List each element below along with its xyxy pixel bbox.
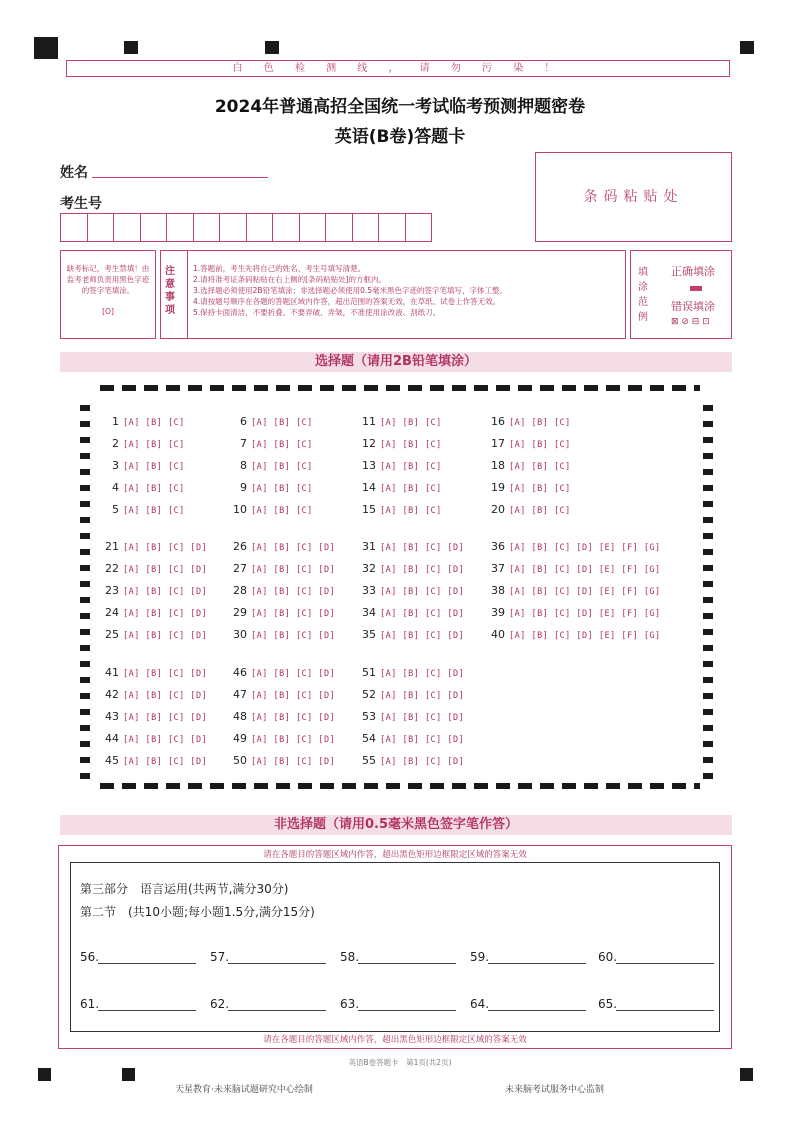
question-number: 12 <box>362 437 376 450</box>
question-number: 32 <box>362 562 376 575</box>
choice-question-row[interactable] <box>362 460 446 473</box>
question-number: 8 <box>240 459 247 472</box>
choice-question-row[interactable] <box>105 563 211 576</box>
choice-question-row[interactable] <box>362 541 468 554</box>
answer-blank-line[interactable] <box>358 963 456 964</box>
absent-mark-box <box>60 250 156 339</box>
question-number: 52 <box>362 688 376 701</box>
answer-bubbles[interactable]: [A] [B] [C] [D] <box>251 609 336 619</box>
blank-number: 60. <box>598 950 618 964</box>
id-digit-box[interactable] <box>378 213 406 242</box>
white-detection-line: 白 色 检 测 线 ， 请 勿 污 染 ！ <box>66 60 730 77</box>
choice-question-row[interactable] <box>362 667 468 680</box>
question-number: 37 <box>491 562 505 575</box>
choice-question-row[interactable] <box>362 438 446 451</box>
question-number: 53 <box>362 710 376 723</box>
answer-bubbles[interactable]: [A] [B] [C] <box>123 440 185 450</box>
answer-blank-line[interactable] <box>616 1010 714 1011</box>
answer-bubbles[interactable]: [A] [B] [C] [D] <box>380 543 465 553</box>
question-number: 46 <box>233 666 247 679</box>
choice-question-row[interactable] <box>105 585 211 598</box>
question-number: 16 <box>491 415 505 428</box>
choice-question-row[interactable] <box>105 689 211 702</box>
id-digit-box[interactable] <box>60 213 88 242</box>
answer-blank-line[interactable] <box>228 1010 326 1011</box>
answer-area-notice-bottom: 请在各题目的答题区域内作答，超出黑色矩形边框限定区域的答案无效 <box>263 1035 527 1045</box>
question-number: 41 <box>105 666 119 679</box>
answer-bubbles[interactable]: [A] [B] [C] [D] <box>380 587 465 597</box>
footer-right: 未来脑考试服务中心监制 <box>505 1085 605 1095</box>
question-number: 17 <box>491 437 505 450</box>
question-number: 54 <box>362 732 376 745</box>
answer-bubbles[interactable]: [A] [B] [C] <box>251 462 313 472</box>
question-number: 30 <box>233 628 247 641</box>
answer-blank-line[interactable] <box>98 963 196 964</box>
choice-question-row[interactable] <box>233 541 339 554</box>
answer-bubbles[interactable]: [A] [B] [C] <box>123 418 185 428</box>
answer-bubbles[interactable]: [A] [B] [C] [D] <box>123 669 208 679</box>
blank-number: 61. <box>80 997 100 1011</box>
choice-question-row[interactable] <box>105 629 211 642</box>
id-digit-box[interactable] <box>113 213 141 242</box>
id-digit-box[interactable] <box>140 213 168 242</box>
notes-label: 注意事项 <box>165 266 175 316</box>
question-number: 25 <box>105 628 119 641</box>
question-number: 40 <box>491 628 505 641</box>
question-number: 50 <box>233 754 247 767</box>
answer-bubbles[interactable]: [A] [B] [C] [D] <box>380 691 465 701</box>
choice-question-row[interactable] <box>233 460 317 473</box>
choice-question-row[interactable] <box>491 541 665 554</box>
question-number: 36 <box>491 540 505 553</box>
note-item: 5.保持卡面清洁，不要折叠、不要弄破、弄皱，不准使用涂改液、刮纸刀。 <box>193 308 441 317</box>
id-digit-box[interactable] <box>272 213 300 242</box>
question-number: 33 <box>362 584 376 597</box>
frame-left <box>80 405 90 785</box>
question-number: 31 <box>362 540 376 553</box>
answer-bubbles[interactable]: [A] [B] [C] [D] <box>251 757 336 767</box>
answer-blank-line[interactable] <box>488 1010 586 1011</box>
choice-question-row[interactable] <box>362 482 446 495</box>
answer-bubbles[interactable]: [A] [B] [C] <box>123 484 185 494</box>
question-number: 23 <box>105 584 119 597</box>
blank-number: 56. <box>80 950 100 964</box>
answer-bubbles[interactable]: [A] [B] [C] <box>509 506 571 516</box>
answer-bubbles[interactable]: [A] [B] [C] <box>380 506 442 516</box>
question-number: 20 <box>491 503 505 516</box>
answer-bubbles[interactable]: [A] [B] [C] [D] <box>380 631 465 641</box>
answer-blank-line[interactable] <box>228 963 326 964</box>
question-number: 28 <box>233 584 247 597</box>
choice-question-row[interactable] <box>362 689 468 702</box>
wrong-fill-label: 错误填涂 <box>671 300 715 313</box>
answer-blank-line[interactable] <box>616 963 714 964</box>
answer-blank-line[interactable] <box>98 1010 196 1011</box>
choice-question-row[interactable] <box>362 416 446 429</box>
question-number: 45 <box>105 754 119 767</box>
note-item: 2.请将准考证条码粘贴在右上侧的[条码粘贴处]的方框内。 <box>193 275 387 284</box>
choice-question-row[interactable] <box>105 667 211 680</box>
question-number: 19 <box>491 481 505 494</box>
absent-mark-text: 缺考标记，考生禁填！由监考老师负责用黑色字迹的签字笔填涂。 <box>66 264 150 295</box>
choice-question-row[interactable] <box>105 755 211 768</box>
answer-bubbles[interactable]: [A] [B] [C] [D] <box>123 565 208 575</box>
question-number: 10 <box>233 503 247 516</box>
fill-example-box <box>630 250 732 339</box>
choice-question-row[interactable] <box>105 607 211 620</box>
question-number: 21 <box>105 540 119 553</box>
student-id-label: 考生号 <box>60 196 102 212</box>
page-title: 2024年普通高招全国统一考试临考预测押题密卷 <box>214 97 586 117</box>
choice-question-row[interactable] <box>105 438 189 451</box>
choice-question-row[interactable] <box>362 585 468 598</box>
choice-question-row[interactable] <box>491 438 575 451</box>
question-number: 11 <box>362 415 376 428</box>
choice-question-row[interactable] <box>233 667 339 680</box>
answer-bubbles[interactable]: [A] [B] [C] [D] <box>123 543 208 553</box>
question-number: 14 <box>362 481 376 494</box>
choice-question-row[interactable] <box>105 460 189 473</box>
timing-mark <box>122 1068 135 1081</box>
correct-fill-sample <box>690 286 702 291</box>
question-number: 55 <box>362 754 376 767</box>
timing-mark <box>265 41 279 54</box>
answer-bubbles[interactable]: [A] [B] [C] [D] <box>251 735 336 745</box>
answer-bubbles[interactable]: [A] [B] [C] <box>251 418 313 428</box>
choice-question-row[interactable] <box>491 607 665 620</box>
answer-bubbles[interactable]: [A] [B] [C] <box>123 462 185 472</box>
answer-bubbles[interactable]: [A] [B] [C] [D] <box>123 587 208 597</box>
absent-mark-bubble[interactable]: [O] <box>102 307 114 316</box>
choice-question-row[interactable] <box>233 563 339 576</box>
answer-bubbles[interactable]: [A] [B] [C] [D] <box>380 609 465 619</box>
choice-question-row[interactable] <box>491 504 575 517</box>
choice-question-row[interactable] <box>233 482 317 495</box>
card-subtitle: 英语(B卷)答题卡 <box>334 127 466 147</box>
answer-bubbles[interactable]: [A] [B] [C] [D] <box>380 565 465 575</box>
choice-question-row[interactable] <box>491 482 575 495</box>
answer-bubbles[interactable]: [A] [B] [C] [D] <box>251 669 336 679</box>
answer-bubbles[interactable]: [A] [B] [C] <box>380 484 442 494</box>
choice-question-row[interactable] <box>362 733 468 746</box>
footer-left: 天星教育·未来脑试题研究中心绘制 <box>175 1085 313 1095</box>
blank-number: 63. <box>340 997 360 1011</box>
note-item: 1.答题前，考生先将自己的姓名、考生号填写清楚。 <box>193 264 366 273</box>
answer-bubbles[interactable]: [A] [B] [C] [D] [E] [F] [G] <box>509 609 661 619</box>
choice-question-row[interactable] <box>233 629 339 642</box>
choice-question-row[interactable] <box>105 711 211 724</box>
frame-bottom <box>100 783 700 789</box>
timing-mark <box>740 1068 753 1081</box>
choice-question-row[interactable] <box>362 755 468 768</box>
choice-question-row[interactable] <box>105 541 211 554</box>
answer-bubbles[interactable]: [A] [B] [C] [D] [E] [F] [G] <box>509 631 661 641</box>
choice-question-row[interactable] <box>233 438 317 451</box>
answer-bubbles[interactable]: [A] [B] [C] <box>380 418 442 428</box>
choice-question-row[interactable] <box>233 711 339 724</box>
id-digit-box[interactable] <box>219 213 247 242</box>
choice-question-row[interactable] <box>105 733 211 746</box>
choice-question-row[interactable] <box>362 563 468 576</box>
student-id-grid[interactable] <box>60 213 431 242</box>
question-number: 29 <box>233 606 247 619</box>
section-heading: 第二节 (共10小题;每小题1.5分,满分15分) <box>80 905 315 919</box>
choice-question-row[interactable] <box>491 460 575 473</box>
blank-number: 62. <box>210 997 230 1011</box>
id-digit-box[interactable] <box>193 213 221 242</box>
page-number: 英语B卷答题卡 第1页(共2页) <box>348 1058 452 1067</box>
answer-bubbles[interactable]: [A] [B] [C] [D] <box>123 631 208 641</box>
question-number: 5 <box>112 503 119 516</box>
timing-mark <box>124 41 138 54</box>
answer-bubbles[interactable]: [A] [B] [C] [D] <box>251 565 336 575</box>
timing-mark <box>34 37 58 59</box>
question-number: 35 <box>362 628 376 641</box>
answer-bubbles[interactable]: [A] [B] [C] [D] <box>380 669 465 679</box>
question-number: 22 <box>105 562 119 575</box>
answer-bubbles[interactable]: [A] [B] [C] [D] <box>123 757 208 767</box>
choice-question-row[interactable] <box>362 711 468 724</box>
answer-bubbles[interactable]: [A] [B] [C] [D] <box>251 691 336 701</box>
choice-question-row[interactable] <box>362 629 468 642</box>
choice-question-row[interactable] <box>233 504 317 517</box>
question-number: 47 <box>233 688 247 701</box>
answer-bubbles[interactable]: [A] [B] [C] [D] <box>123 713 208 723</box>
answer-bubbles[interactable]: [A] [B] [C] <box>251 440 313 450</box>
nonchoice-section-title: 非选择题（请用0.5毫米黑色签字笔作答） <box>60 815 732 835</box>
question-number: 15 <box>362 503 376 516</box>
choice-question-row[interactable] <box>233 733 339 746</box>
answer-bubbles[interactable]: [A] [B] [C] <box>509 418 571 428</box>
question-number: 2 <box>112 437 119 450</box>
answer-bubbles[interactable]: [A] [B] [C] [D] [E] [F] [G] <box>509 565 661 575</box>
blank-number: 57. <box>210 950 230 964</box>
blank-number: 59. <box>470 950 490 964</box>
choice-question-row[interactable] <box>362 607 468 620</box>
choice-question-row[interactable] <box>105 504 189 517</box>
note-item: 4.请按题号顺序在各题的答题区域内作答，超出范围的答案无效，在草纸、试卷上作答无效。 <box>193 297 501 306</box>
name-label: 姓名 <box>60 165 88 181</box>
answer-bubbles[interactable]: [A] [B] [C] [D] <box>123 735 208 745</box>
choice-question-row[interactable] <box>105 482 189 495</box>
question-number: 49 <box>233 732 247 745</box>
answer-bubbles[interactable]: [A] [B] [C] [D] [E] [F] [G] <box>509 543 661 553</box>
answer-bubbles[interactable]: [A] [B] [C] [D] <box>380 713 465 723</box>
timing-mark <box>38 1068 51 1081</box>
answer-bubbles[interactable]: [A] [B] [C] <box>251 506 313 516</box>
fill-example-label: 填涂范例 <box>638 267 648 323</box>
question-number: 13 <box>362 459 376 472</box>
blank-number: 64. <box>470 997 490 1011</box>
answer-bubbles[interactable]: [A] [B] [C] [D] <box>123 609 208 619</box>
answer-bubbles[interactable]: [A] [B] [C] [D] <box>251 631 336 641</box>
question-number: 43 <box>105 710 119 723</box>
answer-blank-line[interactable] <box>358 1010 456 1011</box>
question-number: 38 <box>491 584 505 597</box>
answer-bubbles[interactable]: [A] [B] [C] <box>251 484 313 494</box>
question-number: 4 <box>112 481 119 494</box>
choice-question-row[interactable] <box>491 585 665 598</box>
choice-question-row[interactable] <box>362 504 446 517</box>
question-number: 48 <box>233 710 247 723</box>
note-item: 3.选择题必须使用2B铅笔填涂；非选择题必须使用0.5毫米黑色字迹的签字笔填写，字体工整。 <box>193 286 507 295</box>
choice-question-row[interactable] <box>233 416 317 429</box>
question-number: 34 <box>362 606 376 619</box>
frame-right <box>703 405 713 785</box>
answer-bubbles[interactable]: [A] [B] [C] [D] <box>123 691 208 701</box>
answer-bubbles[interactable]: [A] [B] [C] <box>509 440 571 450</box>
id-digit-box[interactable] <box>87 213 115 242</box>
question-number: 39 <box>491 606 505 619</box>
choice-question-row[interactable] <box>233 755 339 768</box>
id-digit-box[interactable] <box>352 213 380 242</box>
question-number: 42 <box>105 688 119 701</box>
answer-bubbles[interactable]: [A] [B] [C] <box>380 440 442 450</box>
question-number: 3 <box>112 459 119 472</box>
blank-number: 65. <box>598 997 618 1011</box>
answer-blank-line[interactable] <box>488 963 586 964</box>
question-number: 6 <box>240 415 247 428</box>
correct-fill-label: 正确填涂 <box>671 265 715 278</box>
question-number: 24 <box>105 606 119 619</box>
answer-area-notice-top: 请在各题目的答题区域内作答，超出黑色矩形边框限定区域的答案无效 <box>263 850 527 860</box>
timing-mark <box>740 41 754 54</box>
answer-bubbles[interactable]: [A] [B] [C] <box>509 484 571 494</box>
name-field[interactable] <box>92 177 268 178</box>
id-digit-box[interactable] <box>299 213 327 242</box>
id-digit-box[interactable] <box>166 213 194 242</box>
choice-question-row[interactable] <box>491 416 575 429</box>
choice-question-row[interactable] <box>105 416 189 429</box>
choice-question-row[interactable] <box>491 563 665 576</box>
answer-bubbles[interactable]: [A] [B] [C] <box>380 462 442 472</box>
choice-section-title: 选择题（请用2B铅笔填涂） <box>60 352 732 372</box>
id-digit-box[interactable] <box>325 213 353 242</box>
id-digit-box[interactable] <box>246 213 274 242</box>
question-number: 26 <box>233 540 247 553</box>
wrong-fill-sample: ⊠ ⊘ ⊟ ⊡ <box>671 317 710 327</box>
blank-number: 58. <box>340 950 360 964</box>
id-digit-box[interactable] <box>405 213 433 242</box>
question-number: 9 <box>240 481 247 494</box>
answer-bubbles[interactable]: [A] [B] [C] [D] <box>380 735 465 745</box>
answer-bubbles[interactable]: [A] [B] [C] [D] <box>251 587 336 597</box>
question-number: 18 <box>491 459 505 472</box>
question-number: 7 <box>240 437 247 450</box>
notes-box <box>160 250 626 339</box>
choice-question-row[interactable] <box>233 607 339 620</box>
question-number: 51 <box>362 666 376 679</box>
answer-bubbles[interactable]: [A] [B] [C] [D] <box>380 757 465 767</box>
choice-question-row[interactable] <box>491 629 665 642</box>
answer-bubbles[interactable]: [A] [B] [C] [D] [E] [F] [G] <box>509 587 661 597</box>
answer-bubbles[interactable]: [A] [B] [C] [D] <box>251 713 336 723</box>
answer-bubbles[interactable]: [A] [B] [C] <box>123 506 185 516</box>
frame-top <box>100 385 700 391</box>
question-number: 44 <box>105 732 119 745</box>
choice-question-row[interactable] <box>233 585 339 598</box>
part-heading: 第三部分 语言运用(共两节,满分30分) <box>80 882 289 896</box>
choice-question-row[interactable] <box>233 689 339 702</box>
answer-bubbles[interactable]: [A] [B] [C] <box>509 462 571 472</box>
answer-bubbles[interactable]: [A] [B] [C] [D] <box>251 543 336 553</box>
barcode-area: 条码粘贴处 <box>535 152 732 242</box>
question-number: 27 <box>233 562 247 575</box>
question-number: 1 <box>112 415 119 428</box>
